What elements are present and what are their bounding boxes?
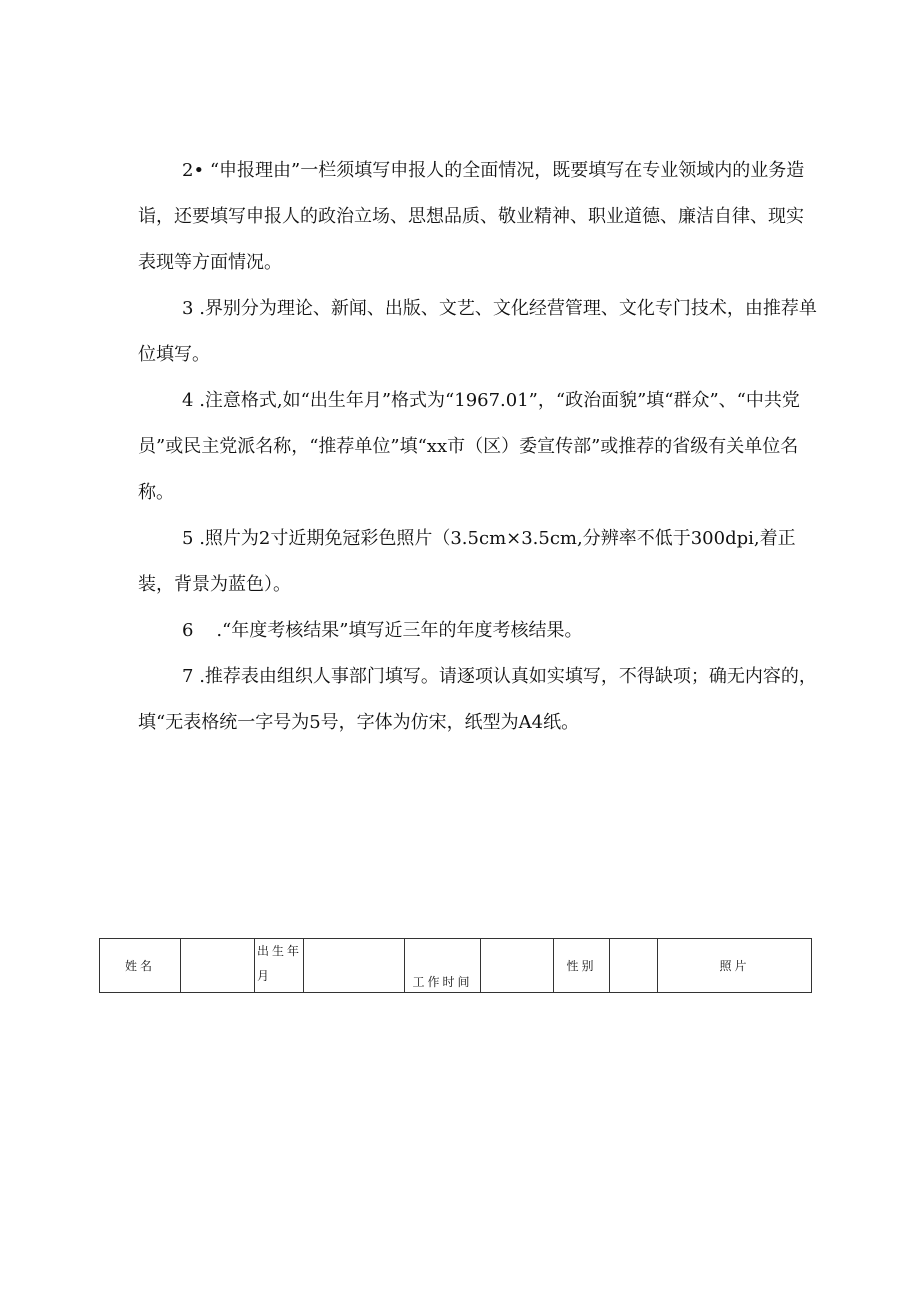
note-number: 4 xyxy=(182,390,194,411)
note-number: 7 xyxy=(182,666,194,687)
note-4 xyxy=(138,378,818,516)
note-2 xyxy=(138,148,818,286)
note-text: .注意格式,如“出生年月”格式为“1967.01”，“政治面貌”填“群众”、“中共党员”或民主党派名称，“推荐单位”填“xx市（区）委宣传部”或推荐的省级有关单位名称。 xyxy=(138,390,800,503)
note-7 xyxy=(138,654,818,746)
photo-cell[interactable]: 照片 xyxy=(658,939,812,993)
note-text: .“年度考核结果”填写近三年的年度考核结果。 xyxy=(193,620,583,641)
name-field[interactable] xyxy=(181,939,255,993)
work-time-label: 工作时间 xyxy=(405,939,481,993)
note-text: .照片为2寸近期免冠彩色照片（3.5cm×3.5cm,分辨率不低于300dpi,着正装，背景为蓝色）。 xyxy=(138,528,796,595)
gender-label: 性别 xyxy=(554,939,610,993)
recommendation-form-table xyxy=(99,938,812,993)
gender-field[interactable] xyxy=(610,939,658,993)
note-text: .界别分为理论、新闻、出版、文艺、文化经营管理、文化专门技术，由推荐单位填写。 xyxy=(138,298,817,365)
birth-label-line1: 出生年 xyxy=(257,944,303,958)
birth-label-line2: 月 xyxy=(257,969,273,983)
note-text: “申报理由”一栏须填写申报人的全面情况，既要填写在专业领域内的业务造诣，还要填写申报人的政治立场、思想品质、敬业精神、职业道德、廉洁自律、现实表现等方面情况。 xyxy=(138,160,805,273)
note-6 xyxy=(138,608,818,654)
note-number: 6 xyxy=(182,620,194,641)
note-text: .推荐表由组织人事部门填写。请逐项认真如实填写，不得缺项；确无内容的，填“无表格统一字号为5号，字体为仿宋，纸型为A4纸。 xyxy=(138,666,817,733)
note-3 xyxy=(138,286,818,378)
note-5 xyxy=(138,516,818,608)
birth-field[interactable] xyxy=(304,939,405,993)
note-number: 2• xyxy=(182,160,205,181)
name-label: 姓名 xyxy=(100,939,181,993)
note-number: 3 xyxy=(182,298,194,319)
note-number: 5 xyxy=(182,528,194,549)
birth-label xyxy=(255,939,304,993)
work-time-field[interactable] xyxy=(481,939,554,993)
table-row xyxy=(100,939,812,993)
